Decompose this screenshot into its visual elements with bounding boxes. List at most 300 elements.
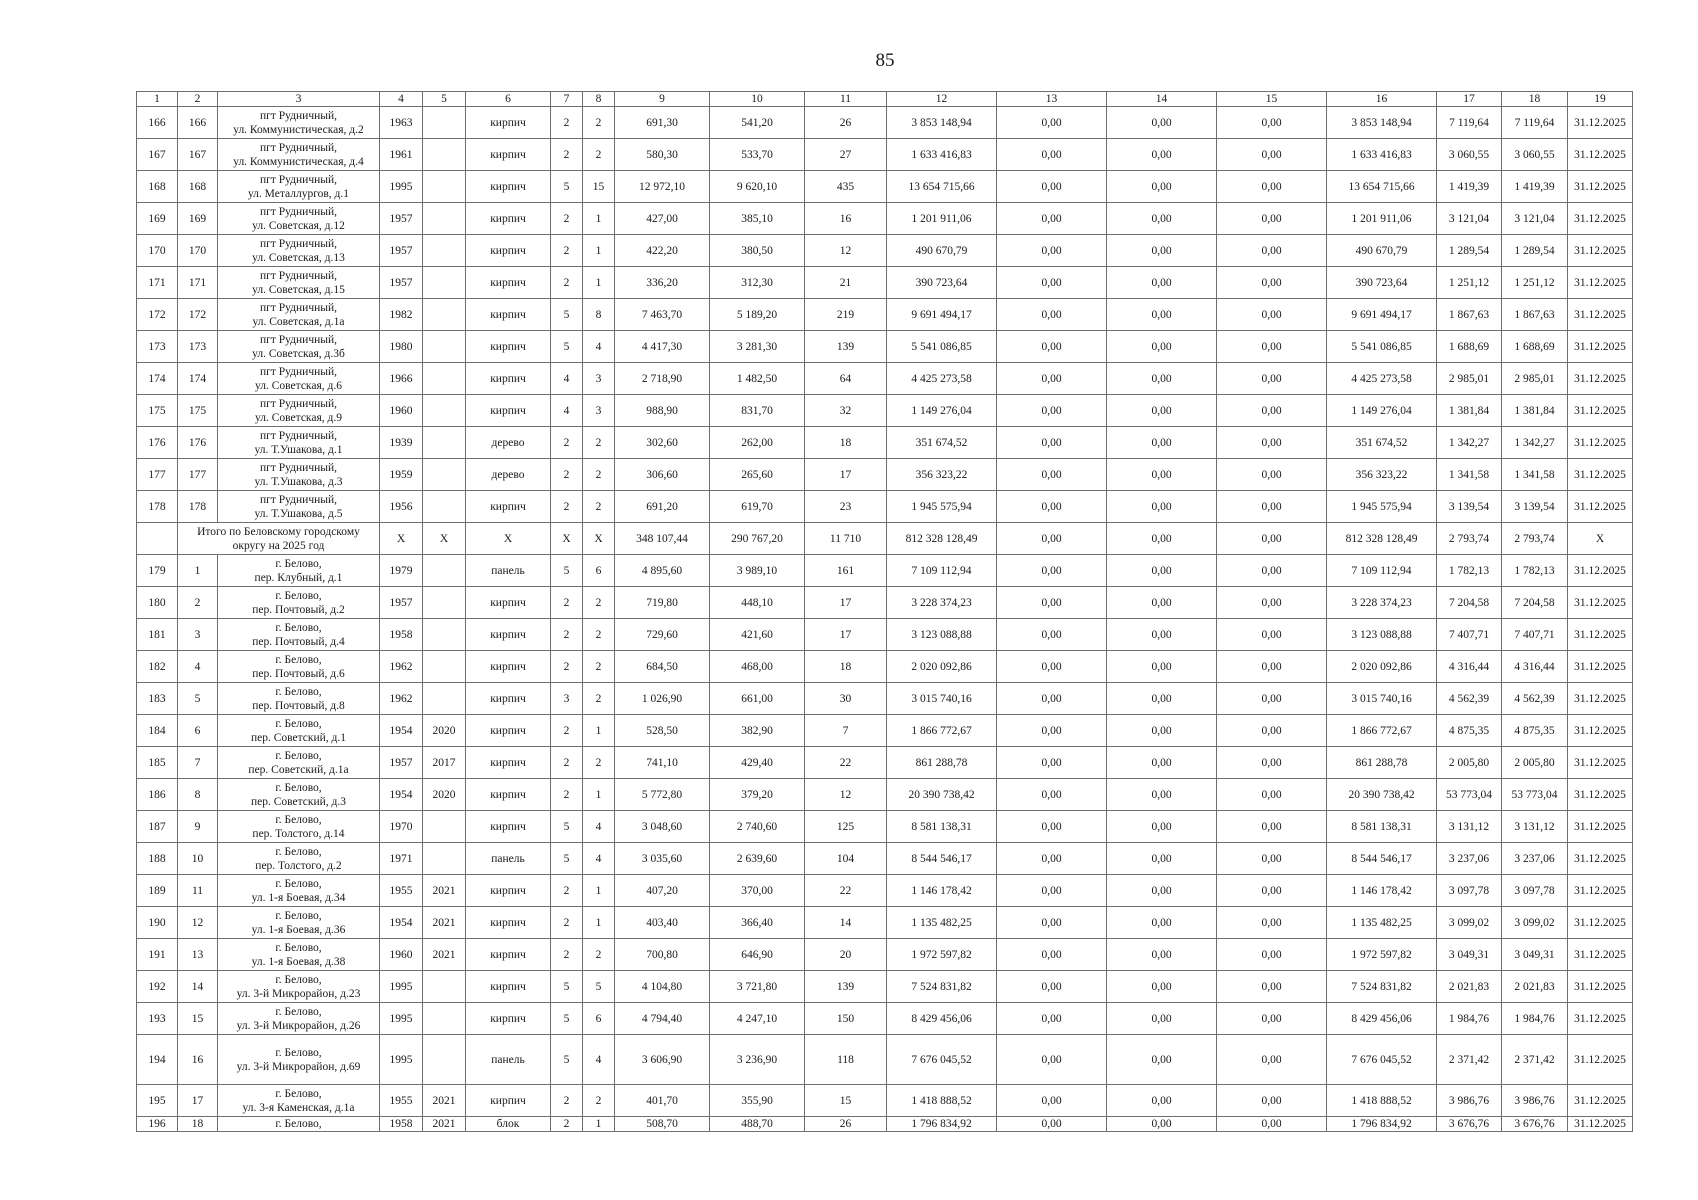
address-line-1: г. Белово,: [275, 749, 322, 762]
cell-build-year: 1955: [380, 875, 423, 907]
cell-col-16: 1 146 178,42: [1327, 875, 1437, 907]
cell-living-area: 468,00: [710, 651, 805, 683]
cell-total-area: 4 794,40: [615, 1003, 710, 1035]
cell-entrances: 2: [583, 139, 615, 171]
cell-col-13: 0,00: [997, 1085, 1107, 1117]
cell-total-area: 2 718,90: [615, 363, 710, 395]
cell-col-16: 8 544 546,17: [1327, 843, 1437, 875]
cell-col-18: 1 341,58: [1502, 459, 1568, 491]
cell-col-14: 0,00: [1107, 363, 1217, 395]
cell-col-18: 7 407,71: [1502, 619, 1568, 651]
cell-col-17: 3 986,76: [1437, 1085, 1502, 1117]
cell-address: [218, 939, 380, 971]
cell-total-area: 691,30: [615, 107, 710, 139]
cell-row-number: 182: [137, 651, 178, 683]
cell-deadline-date: 31.12.2025: [1568, 331, 1633, 363]
cell-local-number: 8: [178, 779, 218, 811]
total-cell-date: X: [1568, 523, 1633, 555]
cell-floors: 3: [551, 683, 583, 715]
cell-build-year: 1963: [380, 107, 423, 139]
cell-col-18: 1 782,13: [1502, 555, 1568, 587]
address-line-2: ул. Коммунистическая, д.2: [233, 123, 364, 136]
cell-col-16: 5 541 086,85: [1327, 331, 1437, 363]
cell-entrances: 1: [583, 235, 615, 267]
cell-residents: 30: [805, 683, 887, 715]
cell-entrances: 2: [583, 427, 615, 459]
cell-deadline-date: 31.12.2025: [1568, 1035, 1633, 1085]
total-cell-c13: 0,00: [997, 523, 1107, 555]
cell-col-13: 0,00: [997, 395, 1107, 427]
cell-col-15: 0,00: [1217, 395, 1327, 427]
cell-floors: 2: [551, 491, 583, 523]
cell-total-area: 741,10: [615, 747, 710, 779]
cell-repair-year: [423, 1035, 466, 1085]
cell-total-area: 1 026,90: [615, 683, 710, 715]
cell-build-year: 1957: [380, 747, 423, 779]
cell-col-14: 0,00: [1107, 139, 1217, 171]
column-header: 10: [710, 92, 805, 107]
cell-entrances: 1: [583, 779, 615, 811]
cell-residents: 23: [805, 491, 887, 523]
cell-floors: 5: [551, 171, 583, 203]
address-line-2: пер. Почтовый, д.4: [252, 635, 345, 648]
total-cell-fl: X: [551, 523, 583, 555]
cell-address: [218, 555, 380, 587]
total-label: [178, 523, 380, 555]
cell-col-16: 1 945 575,94: [1327, 491, 1437, 523]
cell-col-17: 3 049,31: [1437, 939, 1502, 971]
cell-col-16: 3 015 740,16: [1327, 683, 1437, 715]
cell-deadline-date: 31.12.2025: [1568, 1003, 1633, 1035]
cell-col-13: 0,00: [997, 843, 1107, 875]
cell-col-18: 53 773,04: [1502, 779, 1568, 811]
total-cell-res: 11 710: [805, 523, 887, 555]
address-line-1: пгт Рудничный,: [259, 141, 338, 154]
cell-cost: 9 691 494,17: [887, 299, 997, 331]
cell-total-area: 401,70: [615, 1085, 710, 1117]
address-line-2: ул. Т.Ушакова, д.1: [254, 443, 343, 456]
cell-row-number: 168: [137, 171, 178, 203]
cell-floors: 5: [551, 331, 583, 363]
cell-repair-year: [423, 363, 466, 395]
cell-repair-year: [423, 651, 466, 683]
column-header: 12: [887, 92, 997, 107]
cell-col-18: 3 237,06: [1502, 843, 1568, 875]
cell-col-13: 0,00: [997, 555, 1107, 587]
cell-living-area: 3 236,90: [710, 1035, 805, 1085]
cell-living-area: 831,70: [710, 395, 805, 427]
cell-cost: 13 654 715,66: [887, 171, 997, 203]
cell-floors: 2: [551, 619, 583, 651]
cell-wall-material: кирпич: [466, 331, 551, 363]
cell-col-15: 0,00: [1217, 331, 1327, 363]
cell-col-17: 1 381,84: [1437, 395, 1502, 427]
cell-cost: 1 796 834,92: [887, 1117, 997, 1132]
cell-col-17: 7 119,64: [1437, 107, 1502, 139]
cell-col-16: 351 674,52: [1327, 427, 1437, 459]
address-line-2: пер. Почтовый, д.8: [252, 699, 345, 712]
cell-col-17: 2 005,80: [1437, 747, 1502, 779]
cell-local-number: 172: [178, 299, 218, 331]
cell-col-16: 7 676 045,52: [1327, 1035, 1437, 1085]
cell-col-18: 3 139,54: [1502, 491, 1568, 523]
cell-floors: 2: [551, 1085, 583, 1117]
cell-floors: 2: [551, 651, 583, 683]
cell-col-14: 0,00: [1107, 843, 1217, 875]
cell-address: [218, 875, 380, 907]
cell-local-number: 173: [178, 331, 218, 363]
cell-row-number: [137, 523, 178, 555]
cell-col-17: 1 984,76: [1437, 1003, 1502, 1035]
cell-entrances: 3: [583, 395, 615, 427]
column-header: 2: [178, 92, 218, 107]
cell-col-14: 0,00: [1107, 875, 1217, 907]
cell-col-14: 0,00: [1107, 171, 1217, 203]
cell-entrances: 2: [583, 1085, 615, 1117]
cell-col-14: 0,00: [1107, 299, 1217, 331]
cell-wall-material: кирпич: [466, 267, 551, 299]
cell-repair-year: [423, 427, 466, 459]
cell-col-15: 0,00: [1217, 1117, 1327, 1132]
cell-build-year: 1958: [380, 1117, 423, 1132]
cell-floors: 2: [551, 779, 583, 811]
cell-floors: 5: [551, 1003, 583, 1035]
cell-row-number: 169: [137, 203, 178, 235]
cell-col-15: 0,00: [1217, 907, 1327, 939]
cell-col-18: 1 419,39: [1502, 171, 1568, 203]
address-line-1: г. Белово,: [275, 909, 322, 922]
cell-col-15: 0,00: [1217, 171, 1327, 203]
cell-repair-year: [423, 587, 466, 619]
cell-wall-material: кирпич: [466, 939, 551, 971]
total-cell-c15: 0,00: [1217, 523, 1327, 555]
cell-build-year: 1995: [380, 171, 423, 203]
cell-cost: 1 146 178,42: [887, 875, 997, 907]
table-header: [137, 92, 1633, 107]
cell-residents: 17: [805, 619, 887, 651]
address-line-2: пер. Почтовый, д.2: [252, 603, 345, 616]
column-header: 11: [805, 92, 887, 107]
cell-local-number: 18: [178, 1117, 218, 1132]
cell-col-17: 1 688,69: [1437, 331, 1502, 363]
cell-living-area: 448,10: [710, 587, 805, 619]
table-row: [137, 555, 1633, 587]
cell-col-14: 0,00: [1107, 619, 1217, 651]
cell-living-area: 366,40: [710, 907, 805, 939]
cell-build-year: 1957: [380, 235, 423, 267]
cell-col-14: 0,00: [1107, 555, 1217, 587]
table-row: [137, 587, 1633, 619]
cell-wall-material: кирпич: [466, 651, 551, 683]
cell-total-area: 528,50: [615, 715, 710, 747]
cell-build-year: 1971: [380, 843, 423, 875]
cell-local-number: 169: [178, 203, 218, 235]
cell-row-number: 174: [137, 363, 178, 395]
cell-total-area: 7 463,70: [615, 299, 710, 331]
cell-col-18: 7 119,64: [1502, 107, 1568, 139]
cell-local-number: 1: [178, 555, 218, 587]
total-cell-area: 348 107,44: [615, 523, 710, 555]
cell-cost: 3 123 088,88: [887, 619, 997, 651]
cell-address: [218, 107, 380, 139]
cell-col-18: 1 381,84: [1502, 395, 1568, 427]
address-line-1: г. Белово,: [275, 973, 322, 986]
cell-local-number: 7: [178, 747, 218, 779]
cell-repair-year: 2021: [423, 875, 466, 907]
cell-repair-year: 2021: [423, 1085, 466, 1117]
cell-col-18: 1 342,27: [1502, 427, 1568, 459]
address-line-1: г. Белово,: [275, 557, 322, 570]
cell-floors: 2: [551, 587, 583, 619]
cell-col-18: 3 099,02: [1502, 907, 1568, 939]
cell-wall-material: кирпич: [466, 139, 551, 171]
cell-repair-year: [423, 843, 466, 875]
address-line-2: пер. Толстого, д.14: [252, 827, 345, 840]
cell-entrances: 4: [583, 843, 615, 875]
cell-col-13: 0,00: [997, 299, 1107, 331]
cell-build-year: 1982: [380, 299, 423, 331]
cell-local-number: 171: [178, 267, 218, 299]
cell-row-number: 185: [137, 747, 178, 779]
cell-local-number: 168: [178, 171, 218, 203]
cell-address: [218, 715, 380, 747]
cell-address: [218, 395, 380, 427]
cell-local-number: 10: [178, 843, 218, 875]
column-header: 13: [997, 92, 1107, 107]
cell-col-14: 0,00: [1107, 715, 1217, 747]
table-row: [137, 811, 1633, 843]
address-line-2: ул. Советская, д.1а: [252, 315, 345, 328]
cell-col-13: 0,00: [997, 331, 1107, 363]
cell-local-number: 176: [178, 427, 218, 459]
total-cell-liv: 290 767,20: [710, 523, 805, 555]
cell-col-16: 2 020 092,86: [1327, 651, 1437, 683]
cell-local-number: 4: [178, 651, 218, 683]
cell-row-number: 173: [137, 331, 178, 363]
cell-col-18: 7 204,58: [1502, 587, 1568, 619]
cell-local-number: 15: [178, 1003, 218, 1035]
cell-col-18: 3 121,04: [1502, 203, 1568, 235]
cell-address: [218, 843, 380, 875]
cell-col-15: 0,00: [1217, 619, 1327, 651]
cell-floors: 2: [551, 715, 583, 747]
cell-col-18: 2 005,80: [1502, 747, 1568, 779]
cell-row-number: 181: [137, 619, 178, 651]
cell-col-14: 0,00: [1107, 971, 1217, 1003]
cell-col-13: 0,00: [997, 683, 1107, 715]
table-row: [137, 907, 1633, 939]
cell-col-15: 0,00: [1217, 203, 1327, 235]
cell-cost: 2 020 092,86: [887, 651, 997, 683]
cell-col-17: 3 060,55: [1437, 139, 1502, 171]
cell-total-area: 427,00: [615, 203, 710, 235]
cell-address: [218, 491, 380, 523]
cell-col-18: 2 371,42: [1502, 1035, 1568, 1085]
cell-col-18: 3 131,12: [1502, 811, 1568, 843]
cell-row-number: 179: [137, 555, 178, 587]
cell-residents: 21: [805, 267, 887, 299]
cell-deadline-date: 31.12.2025: [1568, 1117, 1633, 1132]
column-header: 3: [218, 92, 380, 107]
cell-wall-material: кирпич: [466, 619, 551, 651]
table-row: [137, 971, 1633, 1003]
address-line-2: ул. 1-я Боевая, д.38: [251, 955, 346, 968]
address-line-1: г. Белово,: [275, 813, 322, 826]
cell-cost: 1 135 482,25: [887, 907, 997, 939]
cell-local-number: 5: [178, 683, 218, 715]
cell-col-15: 0,00: [1217, 747, 1327, 779]
cell-cost: 356 323,22: [887, 459, 997, 491]
cell-cost: 1 418 888,52: [887, 1085, 997, 1117]
cell-address: [218, 1003, 380, 1035]
cell-build-year: 1954: [380, 907, 423, 939]
cell-col-17: 1 782,13: [1437, 555, 1502, 587]
cell-local-number: 170: [178, 235, 218, 267]
cell-floors: 2: [551, 203, 583, 235]
cell-address: [218, 651, 380, 683]
cell-col-13: 0,00: [997, 587, 1107, 619]
address-line-1: г. Белово,: [275, 1118, 322, 1130]
cell-residents: 14: [805, 907, 887, 939]
cell-living-area: 312,30: [710, 267, 805, 299]
cell-col-17: 2 371,42: [1437, 1035, 1502, 1085]
cell-total-area: 719,80: [615, 587, 710, 619]
cell-col-14: 0,00: [1107, 203, 1217, 235]
cell-living-area: 1 482,50: [710, 363, 805, 395]
cell-row-number: 193: [137, 1003, 178, 1035]
address-line-2: пер. Почтовый, д.6: [252, 667, 345, 680]
cell-col-17: 4 562,39: [1437, 683, 1502, 715]
address-line-2: ул. Советская, д.15: [252, 283, 345, 296]
cell-col-13: 0,00: [997, 715, 1107, 747]
cell-residents: 22: [805, 747, 887, 779]
address-line-2: ул. 3-й Микрорайон, д.26: [236, 1019, 361, 1032]
table-row: [137, 299, 1633, 331]
cell-repair-year: [423, 459, 466, 491]
address-line-2: ул. 3-я Каменская, д.1а: [242, 1101, 355, 1114]
table-row: [137, 1003, 1633, 1035]
cell-col-18: 4 562,39: [1502, 683, 1568, 715]
cell-col-15: 0,00: [1217, 587, 1327, 619]
cell-residents: 125: [805, 811, 887, 843]
cell-living-area: 385,10: [710, 203, 805, 235]
cell-row-number: 167: [137, 139, 178, 171]
cell-residents: 118: [805, 1035, 887, 1085]
cell-entrances: 2: [583, 619, 615, 651]
cell-repair-year: [423, 299, 466, 331]
cell-col-17: 4 875,35: [1437, 715, 1502, 747]
cell-col-15: 0,00: [1217, 299, 1327, 331]
cell-wall-material: кирпич: [466, 715, 551, 747]
cell-total-area: 729,60: [615, 619, 710, 651]
cell-total-area: 403,40: [615, 907, 710, 939]
cell-entrances: 2: [583, 459, 615, 491]
cell-col-17: 53 773,04: [1437, 779, 1502, 811]
cell-row-number: 166: [137, 107, 178, 139]
cell-col-17: 4 316,44: [1437, 651, 1502, 683]
cell-local-number: 177: [178, 459, 218, 491]
cell-col-13: 0,00: [997, 779, 1107, 811]
cell-build-year: 1966: [380, 363, 423, 395]
cell-living-area: 429,40: [710, 747, 805, 779]
cell-address: [218, 427, 380, 459]
cell-row-number: 177: [137, 459, 178, 491]
cell-living-area: 661,00: [710, 683, 805, 715]
cell-build-year: 1980: [380, 331, 423, 363]
cell-deadline-date: 31.12.2025: [1568, 235, 1633, 267]
cell-col-17: 7 204,58: [1437, 587, 1502, 619]
table-row: [137, 651, 1633, 683]
cell-entrances: 2: [583, 651, 615, 683]
cell-col-13: 0,00: [997, 619, 1107, 651]
table-row: [137, 683, 1633, 715]
cell-deadline-date: 31.12.2025: [1568, 939, 1633, 971]
column-header: 19: [1568, 92, 1633, 107]
cell-entrances: 1: [583, 203, 615, 235]
cell-deadline-date: 31.12.2025: [1568, 875, 1633, 907]
table-row: [137, 619, 1633, 651]
cell-deadline-date: 31.12.2025: [1568, 971, 1633, 1003]
cell-col-18: 2 985,01: [1502, 363, 1568, 395]
cell-col-15: 0,00: [1217, 779, 1327, 811]
cell-repair-year: [423, 267, 466, 299]
cell-entrances: 1: [583, 1117, 615, 1132]
cell-col-15: 0,00: [1217, 811, 1327, 843]
cell-cost: 5 541 086,85: [887, 331, 997, 363]
cell-col-15: 0,00: [1217, 427, 1327, 459]
cell-entrances: 4: [583, 331, 615, 363]
cell-row-number: 175: [137, 395, 178, 427]
cell-row-number: 196: [137, 1117, 178, 1132]
cell-residents: 12: [805, 235, 887, 267]
cell-local-number: 178: [178, 491, 218, 523]
cell-col-14: 0,00: [1107, 779, 1217, 811]
cell-residents: 64: [805, 363, 887, 395]
cell-floors: 2: [551, 235, 583, 267]
address-line-2: пер. Клубный, д.1: [254, 571, 343, 584]
cell-wall-material: кирпич: [466, 907, 551, 939]
table-body: [137, 107, 1633, 1132]
cell-col-18: 1 289,54: [1502, 235, 1568, 267]
cell-build-year: 1979: [380, 555, 423, 587]
cell-wall-material: панель: [466, 1035, 551, 1085]
cell-residents: 16: [805, 203, 887, 235]
address-line-2: ул. Советская, д.9: [255, 411, 342, 424]
cell-floors: 2: [551, 875, 583, 907]
cell-address: [218, 587, 380, 619]
cell-wall-material: кирпич: [466, 971, 551, 1003]
cell-total-area: 3 048,60: [615, 811, 710, 843]
cell-build-year: 1956: [380, 491, 423, 523]
total-row: [137, 523, 1633, 555]
cell-col-17: 7 407,71: [1437, 619, 1502, 651]
cell-local-number: 175: [178, 395, 218, 427]
address-line-1: г. Белово,: [275, 845, 322, 858]
cell-col-15: 0,00: [1217, 139, 1327, 171]
cell-col-16: 3 228 374,23: [1327, 587, 1437, 619]
cell-total-area: 4 895,60: [615, 555, 710, 587]
cell-deadline-date: 31.12.2025: [1568, 171, 1633, 203]
address-line-1: пгт Рудничный,: [259, 397, 338, 410]
table-row: [137, 1085, 1633, 1117]
address-line-1: пгт Рудничный,: [259, 237, 338, 250]
cell-deadline-date: 31.12.2025: [1568, 203, 1633, 235]
cell-total-area: 4 104,80: [615, 971, 710, 1003]
cell-deadline-date: 31.12.2025: [1568, 363, 1633, 395]
cell-entrances: 2: [583, 683, 615, 715]
cell-living-area: 488,70: [710, 1117, 805, 1132]
cell-address: [218, 1085, 380, 1117]
